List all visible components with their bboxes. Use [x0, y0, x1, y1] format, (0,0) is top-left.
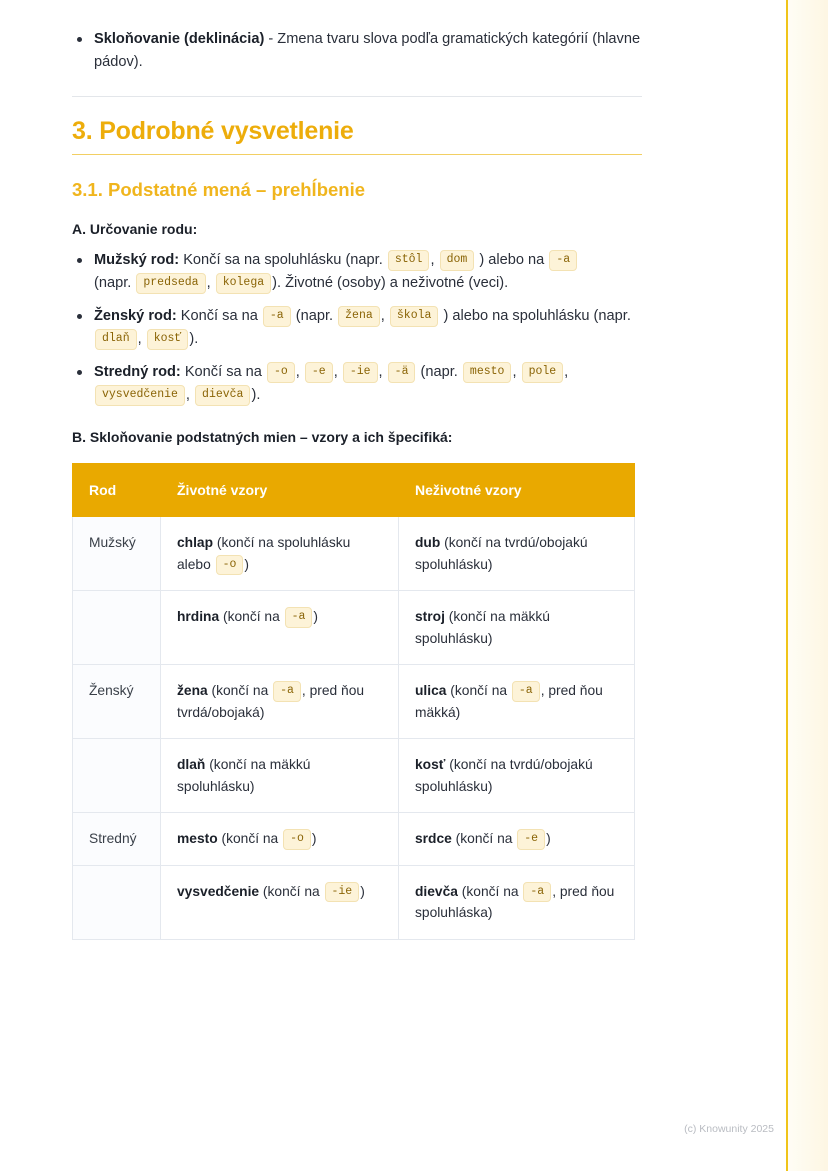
code-a: -a: [263, 306, 291, 327]
cell-nezivotne: [399, 813, 635, 866]
text-1: Končí sa na spoluhlásku (napr.: [179, 252, 387, 269]
bullet-term: Skloňovanie (deklinácia): [94, 31, 265, 47]
vzor-code: -e: [517, 829, 545, 850]
vzor-text-1: (končí na tvrdú/obojakú spoluhlásku): [415, 535, 588, 572]
label-a: A. Určovanie rodu:: [72, 221, 198, 238]
subsection-title: 3.1. Podstatné mená – prehĺbenie: [72, 179, 366, 201]
vzor-name: mesto: [177, 831, 218, 846]
text-1: Končí sa na: [176, 308, 262, 325]
vzor-name: kosť: [415, 757, 446, 773]
cell-zivotne: [161, 591, 399, 665]
vzor-text-2: ): [360, 883, 365, 899]
list-item: [72, 28, 642, 74]
vzor-code: -a: [273, 681, 301, 702]
cell-nezivotne: [399, 591, 635, 665]
table-row: [73, 865, 635, 939]
term-stredny-rod: Stredný rod:: [94, 364, 181, 381]
code-ie: -ie: [343, 362, 378, 383]
copyright-note: (c) Knowunity 2025: [684, 1123, 774, 1135]
code-zena: žena: [338, 306, 380, 327]
column-header-rod: Rod: [73, 464, 161, 517]
cell-rod: Mužský: [73, 517, 161, 591]
vzor-text-1: (končí na tvrdú/obojakú spoluhlásku): [415, 757, 593, 794]
vzor-code: -ie: [325, 882, 360, 903]
document-content: [72, 28, 642, 940]
sep-2: ,: [137, 331, 142, 348]
code-ae: -ä: [388, 362, 416, 383]
vzor-text-1: (končí na: [446, 683, 511, 699]
code-e: -e: [305, 362, 333, 383]
text-1: Končí sa na: [180, 364, 266, 381]
vzor-text-1: (končí na: [219, 609, 284, 625]
code-dlan: dlaň: [95, 329, 137, 350]
code-vysvedcenie: vysvedčenie: [95, 385, 185, 406]
cell-rod: [73, 865, 161, 939]
list-item-stredny-rod: [72, 361, 642, 407]
sep-5: ,: [564, 364, 569, 381]
cell-nezivotne: [399, 865, 635, 939]
vzor-name: srdce: [415, 831, 452, 846]
vzor-text-2: ): [546, 831, 551, 846]
vzor-text-2: , pred ňou tvrdá/obojaká): [177, 683, 365, 720]
text-2: (napr.: [295, 308, 338, 325]
cell-nezivotne: [399, 739, 635, 813]
table-row: [73, 591, 635, 665]
divider: [72, 96, 642, 97]
vzor-text-2: ): [313, 609, 319, 625]
code-skola: škola: [390, 306, 439, 327]
code-o: -o: [267, 362, 295, 383]
vzor-text-2: ): [311, 831, 317, 846]
vzor-text-2: , pred ňou mäkká): [415, 683, 603, 720]
cell-rod: Stredný: [73, 813, 161, 866]
sep-6: ,: [185, 387, 190, 404]
cell-nezivotne: [399, 665, 635, 739]
text-2: ) alebo na: [479, 252, 549, 269]
sep-1: ,: [380, 308, 385, 325]
vzor-name: chlap: [177, 535, 214, 551]
vzor-code: -o: [216, 555, 244, 576]
vzor-code: -a: [512, 681, 540, 702]
vzor-code: -a: [523, 882, 551, 903]
text-4: ). Životné (osoby) a neživotné (veci).: [272, 275, 509, 292]
term-zensky-rod: Ženský rod:: [94, 308, 177, 325]
vzor-text-1: (končí na: [217, 831, 283, 846]
vzor-name: dub: [415, 535, 441, 551]
vzor-name: vysvedčenie: [177, 883, 260, 899]
sep-3: ,: [378, 364, 383, 381]
vzor-name: hrdina: [177, 609, 220, 625]
vzor-text-1: (končí na: [259, 883, 324, 899]
vzor-text-1: (končí na: [207, 683, 273, 699]
vzor-text-2: ): [244, 556, 250, 572]
table-row: [73, 739, 635, 813]
column-header-nezivotne: Neživotné vzory: [399, 464, 635, 517]
document-page: [40, 0, 788, 1171]
vzor-text-1: (končí na: [451, 831, 517, 846]
vzor-name: ulica: [415, 683, 447, 699]
vzory-table: [72, 463, 635, 939]
page-edge-strip: [786, 0, 828, 1171]
gender-bullet-list: [72, 249, 642, 407]
code-predseda: predseda: [136, 273, 205, 294]
code-stol: stôl: [388, 250, 430, 271]
text-3: ) alebo na spoluhlásku (napr.: [443, 308, 631, 325]
vzor-text-1: (končí na mäkkú spoluhlásku): [415, 609, 550, 646]
code-kolega: kolega: [216, 273, 271, 294]
code-dievca: dievča: [195, 385, 250, 406]
vzor-name: žena: [177, 683, 208, 699]
code-dom: dom: [440, 250, 475, 271]
cell-rod: Ženský: [73, 665, 161, 739]
vzor-name: dievča: [415, 883, 458, 899]
cell-zivotne: [161, 865, 399, 939]
cell-zivotne: [161, 813, 399, 866]
vzor-code: -a: [285, 607, 313, 628]
text-3: ).: [251, 387, 261, 404]
sep-1: ,: [430, 252, 435, 269]
vzor-name: dlaň: [177, 757, 206, 773]
vzor-text-1: (končí na mäkkú spoluhlásku): [177, 757, 311, 794]
table-row: [73, 517, 635, 591]
vzor-text-2: , pred ňou spoluhláska): [415, 883, 615, 921]
title-underline: [72, 154, 642, 155]
intro-bullet-list: [72, 28, 642, 74]
label-b: B. Skloňovanie podstatných mien – vzory a ich špecifiká:: [72, 429, 453, 446]
text-3: (napr.: [94, 275, 136, 292]
cell-rod: [73, 591, 161, 665]
table-row: [73, 813, 635, 866]
term-muzsky-rod: Mužský rod:: [94, 252, 180, 269]
sep-1: ,: [295, 364, 300, 381]
list-item-muzsky-rod: [72, 249, 642, 295]
code-kost: kosť: [147, 329, 189, 350]
code-mesto: mesto: [463, 362, 512, 383]
table-row: [73, 665, 635, 739]
table-header-row: [73, 464, 635, 517]
vzor-text-1: (končí na: [457, 883, 523, 899]
sep-4: ,: [512, 364, 517, 381]
code-a: -a: [549, 250, 577, 271]
column-header-zivotne: Životné vzory: [161, 464, 399, 517]
cell-zivotne: [161, 739, 399, 813]
text-2: (napr.: [420, 364, 462, 381]
vzor-text-1: (končí na spoluhlásku alebo: [177, 535, 351, 572]
cell-nezivotne: [399, 517, 635, 591]
cell-zivotne: [161, 517, 399, 591]
vzor-name: stroj: [415, 609, 445, 625]
list-item-zensky-rod: [72, 305, 642, 351]
vzor-code: -o: [283, 829, 311, 850]
bullet-text: - Zmena tvaru slova podľa gramatických kategórií (hlavne pádov).: [94, 31, 641, 71]
page-title: 3. Podrobné vysvetlenie: [72, 117, 354, 146]
code-pole: pole: [522, 362, 564, 383]
cell-zivotne: [161, 665, 399, 739]
text-4: ).: [189, 331, 199, 348]
cell-rod: [73, 739, 161, 813]
sep-2: ,: [333, 364, 338, 381]
sep-2: ,: [206, 275, 211, 292]
